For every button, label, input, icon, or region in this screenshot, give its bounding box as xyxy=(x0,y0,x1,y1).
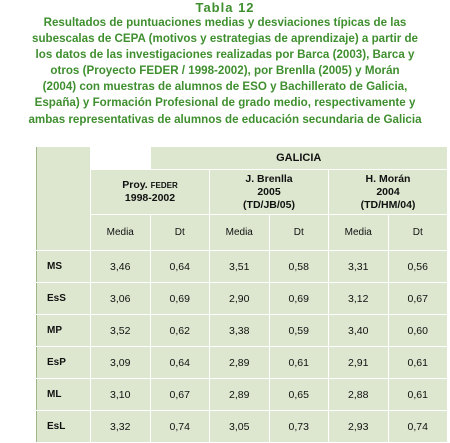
row-label: ML xyxy=(37,379,91,411)
study-name-suffix: FEDER xyxy=(150,181,178,190)
stat-header-media: Media xyxy=(210,215,270,251)
cell-media: 2,89 xyxy=(210,347,270,379)
cell-media: 2,89 xyxy=(210,379,270,411)
cell-dt: 0,74 xyxy=(388,411,448,443)
row-label: MS xyxy=(37,251,91,283)
table-caption-title: Tabla 12 xyxy=(195,0,255,15)
region-header-row xyxy=(37,147,448,170)
cell-dt: 0,59 xyxy=(269,315,329,347)
region-header: GALICIA xyxy=(150,147,448,170)
cell-dt: 0,67 xyxy=(388,283,448,315)
caption-line: ambas representativas de alumnos de educación secundaria de Galicia xyxy=(28,112,422,126)
study-name: J. Brenlla xyxy=(245,172,293,185)
study-year: 1998-2002 xyxy=(124,192,176,204)
caption-line: otros (Proyecto FEDER / 1998-2002), por Brenlla (2005) y Morán xyxy=(50,64,400,78)
cell-media: 3,38 xyxy=(210,315,270,347)
cell-media: 2,90 xyxy=(210,283,270,315)
cell-dt: 0,64 xyxy=(150,347,210,379)
cell-dt: 0,73 xyxy=(269,411,329,443)
study-name: Proy. xyxy=(122,179,151,191)
cell-media: 3,32 xyxy=(91,411,151,443)
stat-header-row xyxy=(37,215,448,251)
cell-media: 3,51 xyxy=(210,251,270,283)
caption-line: subescalas de CEPA (motivos y estrategias de aprendizaje) a partir de xyxy=(32,32,418,46)
cell-media: 3,10 xyxy=(91,379,151,411)
cell-media: 3,05 xyxy=(210,411,270,443)
study-header-row xyxy=(37,170,448,215)
cell-dt: 0,61 xyxy=(388,347,448,379)
study-year: 2005 xyxy=(257,185,281,198)
cell-dt: 0,67 xyxy=(150,379,210,411)
study-header-brenlla xyxy=(210,170,329,215)
cell-media: 3,46 xyxy=(91,251,151,283)
stat-header-dt: Dt xyxy=(269,215,329,251)
cell-dt: 0,60 xyxy=(388,315,448,347)
study-header-moran xyxy=(329,170,448,215)
study-code: (TD/HM/04) xyxy=(360,198,416,211)
row-label: EsL xyxy=(37,411,91,443)
cell-media: 3,12 xyxy=(329,283,389,315)
caption-line: los datos de las investigaciones realizadas por Barca (2003), Barca y xyxy=(35,48,415,62)
cell-dt: 0,58 xyxy=(269,251,329,283)
cell-media: 3,06 xyxy=(91,283,151,315)
cell-dt: 0,62 xyxy=(150,315,210,347)
cell-dt: 0,69 xyxy=(269,283,329,315)
table-row xyxy=(37,379,448,411)
results-table xyxy=(36,146,448,443)
table-row xyxy=(37,283,448,315)
cell-media: 3,40 xyxy=(329,315,389,347)
cell-dt: 0,65 xyxy=(269,379,329,411)
cell-media: 3,31 xyxy=(329,251,389,283)
caption-line: Resultados de puntuaciones medias y desviaciones típicas de las xyxy=(43,16,407,29)
row-label: EsP xyxy=(37,347,91,379)
cell-dt: 0,69 xyxy=(150,283,210,315)
table-row xyxy=(37,347,448,379)
cell-dt: 0,61 xyxy=(269,347,329,379)
stat-header-dt: Dt xyxy=(388,215,448,251)
study-year: 2004 xyxy=(376,185,400,198)
cell-dt: 0,56 xyxy=(388,251,448,283)
row-label: EsS xyxy=(37,283,91,315)
caption-line: España) y Formación Profesional de grado medio, respectivamente y xyxy=(34,96,416,110)
row-label: MP xyxy=(37,315,91,347)
stat-header-media: Media xyxy=(329,215,389,251)
stat-header-dt: Dt xyxy=(150,215,210,251)
blank-cell xyxy=(91,147,151,170)
study-code: (TD/JB/05) xyxy=(243,198,295,211)
study-header-feder xyxy=(91,170,210,215)
table-row xyxy=(37,251,448,283)
caption-line: (2004) con muestras de alumnos de ESO y Bachillerato de Galicia, xyxy=(42,80,408,94)
cell-dt: 0,64 xyxy=(150,251,210,283)
cell-media: 2,91 xyxy=(329,347,389,379)
cell-media: 2,88 xyxy=(329,379,389,411)
cell-dt: 0,74 xyxy=(150,411,210,443)
table-row xyxy=(37,315,448,347)
table-row xyxy=(37,411,448,443)
table-caption-body xyxy=(2,15,448,128)
cell-media: 2,93 xyxy=(329,411,389,443)
cell-dt: 0,61 xyxy=(388,379,448,411)
stat-header-media: Media xyxy=(91,215,151,251)
study-name: H. Morán xyxy=(365,172,411,185)
cell-media: 3,09 xyxy=(91,347,151,379)
cell-media: 3,52 xyxy=(91,315,151,347)
corner-cell xyxy=(37,147,91,251)
